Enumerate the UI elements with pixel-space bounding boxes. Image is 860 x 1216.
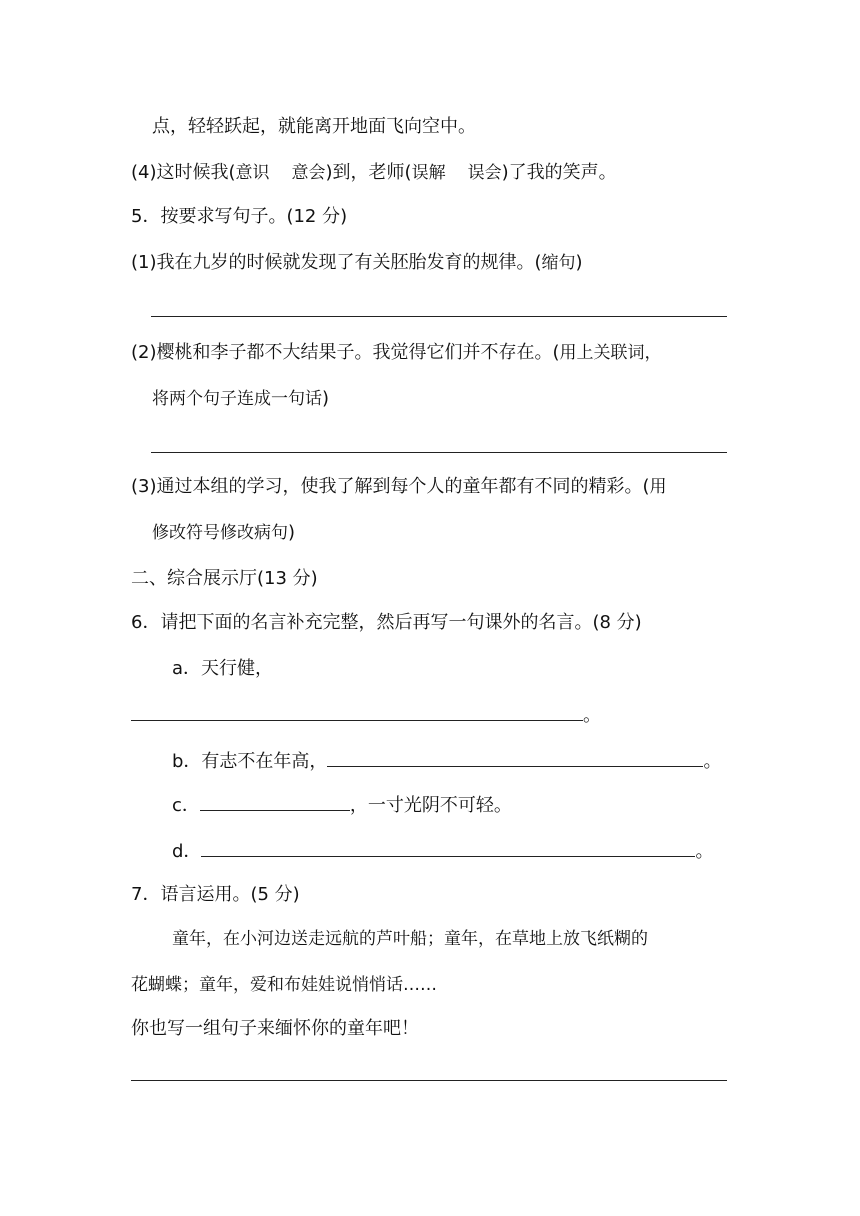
q6-c bbox=[172, 792, 512, 819]
q6-c-blank[interactable] bbox=[200, 792, 350, 811]
q7-answer-line[interactable] bbox=[131, 1080, 727, 1081]
q5-item2-hint: 用上关联词， bbox=[559, 343, 662, 363]
q5-item2-text: (2)樱桃和李子都不大结果子。我觉得它们并不存在。( bbox=[131, 342, 560, 363]
q5-item3-hint-line2: 修改符号修改病句 bbox=[152, 523, 288, 543]
q6-a-label: a．天行健， bbox=[172, 658, 274, 679]
q5-item1 bbox=[131, 250, 583, 276]
q6-title: 6．请把下面的名言补充完整，然后再写一句课外的名言。(8 分) bbox=[131, 612, 642, 633]
q7-paragraph-line1: 童年，在小河边送走远航的芦叶船；童年，在草地上放飞纸糊的 bbox=[172, 929, 648, 949]
q4-item4 bbox=[131, 160, 617, 186]
q6-d bbox=[172, 838, 713, 865]
q4-option-wujie: 误解 bbox=[411, 163, 446, 183]
q6-b-label: b．有志不在年高， bbox=[172, 751, 328, 772]
q6-d-blank[interactable] bbox=[201, 838, 695, 857]
q7-prompt: 你也写一组句子来缅怀你的童年吧！ bbox=[131, 1018, 419, 1039]
q4-item4-suffix: )了我的笑声。 bbox=[501, 162, 617, 183]
q7-paragraph-line2: 花蝴蝶；童年，爱和布娃娃说悄悄话…… bbox=[131, 975, 437, 995]
q5-item2-hint-line2: 将两个句子连成一句话 bbox=[152, 389, 322, 409]
q5-item1-close: ) bbox=[575, 252, 583, 273]
q6-a-end: 。 bbox=[583, 705, 601, 726]
q7-title: 7．语言运用。(5 分) bbox=[131, 884, 300, 905]
q5-item3-text: (3)通过本组的学习，使我了解到每个人的童年都有不同的精彩。( bbox=[131, 476, 650, 497]
section2-title: 二、综合展示厅(13 分) bbox=[131, 568, 318, 589]
q5-item2-answer-line[interactable] bbox=[151, 452, 727, 453]
q5-item1-answer-line[interactable] bbox=[151, 316, 727, 317]
q6-a-answer bbox=[131, 702, 601, 729]
q6-b-blank[interactable] bbox=[327, 748, 703, 767]
q5-item2 bbox=[131, 340, 662, 366]
q5-item3-hint-cont bbox=[152, 520, 295, 546]
q6-b-end: 。 bbox=[703, 751, 722, 772]
q6-c-suffix: ，一寸光阴不可轻。 bbox=[349, 795, 512, 816]
q4-option-yihui: 意会 bbox=[291, 163, 326, 183]
q5-item2-close: ) bbox=[322, 388, 330, 409]
q5-item2-hint-cont bbox=[152, 386, 329, 412]
q6-b bbox=[172, 748, 721, 775]
q6-a-blank[interactable] bbox=[131, 702, 583, 721]
q6-c-label: c． bbox=[172, 795, 200, 816]
q5-item3-hint: 用 bbox=[649, 477, 667, 497]
q5-item3-close: ) bbox=[288, 522, 296, 543]
q4-item4-mid: )到，老师( bbox=[325, 162, 412, 183]
q4-option-wuhui: 误会 bbox=[467, 163, 502, 183]
q5-item1-text: (1)我在九岁的时候就发现了有关胚胎发育的规律。( bbox=[131, 252, 542, 273]
q5-item1-hint: 缩句 bbox=[541, 253, 576, 273]
q5-title: 5．按要求写句子。(12 分) bbox=[131, 206, 348, 227]
q4-option-yishi: 意识 bbox=[235, 163, 270, 183]
q6-d-label: d． bbox=[172, 841, 202, 862]
q6-d-end: 。 bbox=[695, 841, 714, 862]
q4-continuation-text: 点，轻轻跃起，就能离开地面飞向空中。 bbox=[152, 116, 476, 137]
q5-item3 bbox=[131, 474, 667, 500]
q4-item4-prefix: (4)这时候我( bbox=[131, 162, 236, 183]
